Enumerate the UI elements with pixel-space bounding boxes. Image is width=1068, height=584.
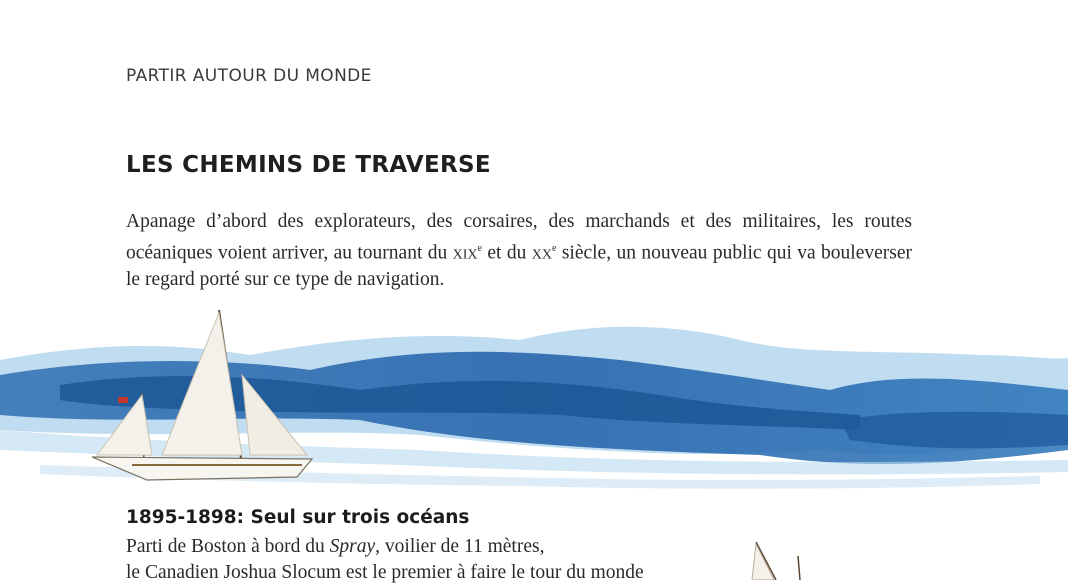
century-19-sup: e bbox=[477, 242, 482, 254]
intro-text-2: et du bbox=[482, 242, 532, 263]
section-kicker: PARTIR AUTOUR DU MONDE bbox=[126, 66, 372, 86]
century-19: xix bbox=[452, 242, 478, 263]
intro-text-3: siècle, un nouveau public qui va bouleverser le regard porté sur ce type de navigation. bbox=[126, 242, 913, 290]
body-line-1 bbox=[126, 536, 544, 558]
intro-text-1: Apanage d’abord des explorateurs, des corsaires, des marchands et des militaires, les routes océaniques voient arriver, au tournant du bbox=[126, 211, 912, 263]
body-line-1-end: , voilier de 11 mètres, bbox=[375, 536, 545, 557]
small-sailboat-illustration bbox=[742, 538, 812, 580]
sailboat-illustration bbox=[92, 305, 322, 485]
intro-paragraph bbox=[126, 209, 912, 293]
century-20-sup: e bbox=[551, 242, 557, 254]
ship-name: Spray bbox=[329, 536, 376, 557]
body-line-2: le Canadien Joshua Slocum est le premier à faire le tour du monde bbox=[126, 562, 644, 583]
section-heading: 1895-1898: Seul sur trois océans bbox=[126, 507, 470, 528]
page-title: LES CHEMINS DE TRAVERSE bbox=[126, 152, 491, 178]
body-line-1-start: Parti de Boston à bord du bbox=[126, 536, 330, 557]
century-20: xx bbox=[531, 242, 552, 263]
